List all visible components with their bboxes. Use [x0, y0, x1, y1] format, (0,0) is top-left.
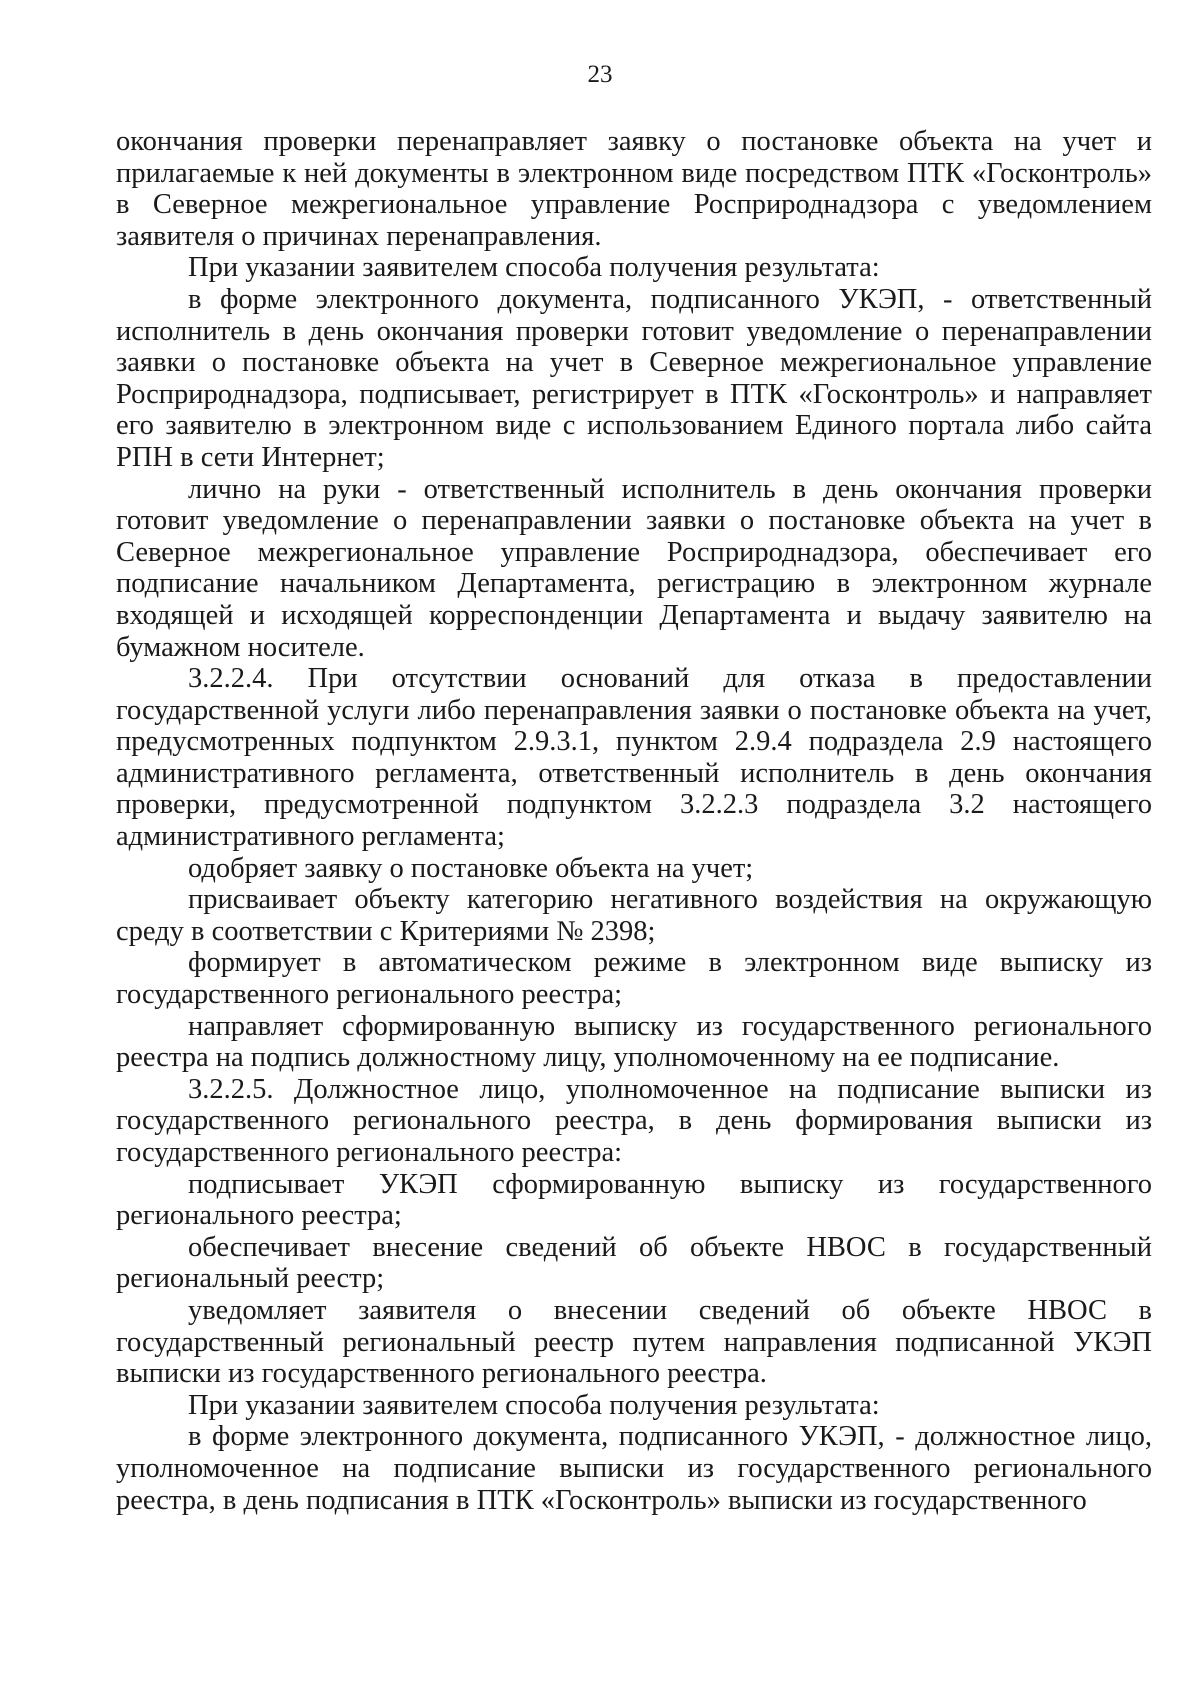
paragraph-signs: подписывает УКЭП сформированную выписку из государственного регионального реестра;	[116, 1168, 1152, 1232]
paragraph-approves: одобряет заявку о постановке объекта на учет;	[188, 852, 754, 884]
paragraph-forms-extract: формирует в автоматическом режиме в электронном виде выписку из государственного регионального реестра;	[116, 947, 1152, 1011]
paragraph-result-method-2: При указании заявителем способа получения результата:	[188, 1389, 880, 1421]
page-number: 23	[587, 61, 613, 88]
document-body	[116, 126, 1152, 1516]
paragraph-electronic-form-2: в форме электронного документа, подписанного УКЭП, - должностное лицо, уполномоченное на подписание выписки из государственного регионального реестра, в день подписания в ПТК «Госконтроль» выписки из государственного	[116, 1421, 1152, 1516]
paragraph-clause-3-2-2-4: 3.2.2.4. При отсутствии оснований для отказа в предоставлении государственной услуги либо перенаправления заявки о постановке объекта на учет, предусмотренных подпунктом 2.9.3.1, пунктом 2.9.4 подраздела 2.9 настоящего административного регламента, ответственный исполнитель в день окончания проверки, предусмотренной подпунктом 3.2.2.3 подраздела 3.2 настоящего административного регламента;	[116, 663, 1152, 853]
paragraph-assigns-category: присваивает объекту категорию негативного воздействия на окружающую среду в соответствии с Критериями № 2398;	[116, 884, 1152, 947]
paragraph-notifies-applicant: уведомляет заявителя о внесении сведений об объекте НВОС в государственный региональный реестр путем направления подписанной УКЭП выписки из государственного регионального реестра.	[116, 1294, 1152, 1390]
paragraph-sends-for-signature: направляет сформированную выписку из государственного регионального реестра на подпись должностному лицу, уполномоченному на ее подписание.	[116, 1010, 1152, 1074]
paragraph-continuation: окончания проверки перенаправляет заявку о постановке объекта на учет и прилагаемые к ней документы в электронном виде посредством ПТК «Госконтроль» в Северное межрегиональное управление Росприроднадзора с уведомлением заявителя о причинах перенаправления.	[116, 126, 1152, 252]
paragraph-electronic-form: в форме электронного документа, подписанного УКЭП, - ответственный исполнитель в день окончания проверки готовит уведомление о перенаправлении заявки о постановке объекта на учет в Северное межрегиональное управление Росприроднадзора, подписывает, регистрирует в ПТК «Госконтроль» и направляет его заявителю в электронном виде с использованием Единого портала либо сайта РПН в сети Интернет;	[116, 283, 1152, 473]
paragraph-in-person: лично на руки - ответственный исполнитель в день окончания проверки готовит уведомление о перенаправлении заявки о постановке объекта на учет в Северное межрегиональное управление Росприроднадзора, обеспечивает его подписание начальником Департамента, регистрацию в электронном журнале входящей и исходящей корреспонденции Департамента и выдачу заявителю на бумажном носителе.	[116, 473, 1152, 663]
paragraph-ensures-entry: обеспечивает внесение сведений об объекте НВОС в государственный региональный реестр;	[116, 1231, 1152, 1295]
paragraph-result-method: При указании заявителем способа получения результата:	[188, 252, 880, 284]
paragraph-clause-3-2-2-5: 3.2.2.5. Должностное лицо, уполномоченное на подписание выписки из государственного регионального реестра, в день формирования выписки из государственного регионального реестра:	[116, 1073, 1152, 1168]
